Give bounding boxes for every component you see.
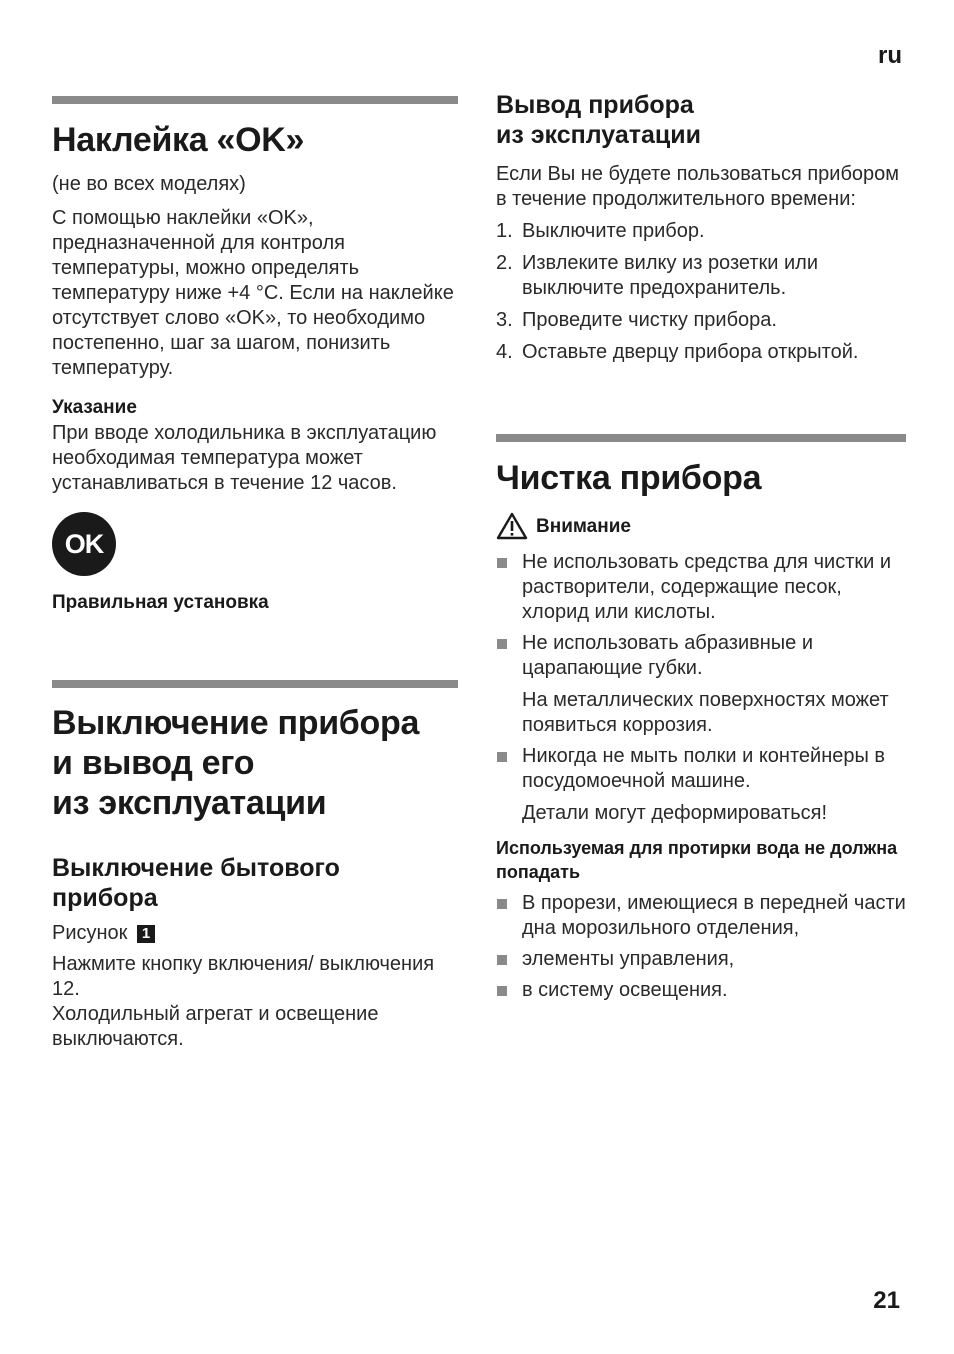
water-item [496,891,906,941]
note-heading: Указание [52,397,137,418]
figure-number-badge: 1 [137,925,155,943]
bullet-square-icon [497,752,507,762]
bullet-square-icon [497,558,507,568]
warning-label: Внимание [536,515,631,537]
subtitle-line: прибора [52,884,158,912]
bullet-square-icon [497,955,507,965]
figure-reference [52,921,458,946]
title-line: и вывод его [52,744,255,782]
warning-note: На металлических поверхностях может появиться коррозия. [522,689,889,736]
water-item [496,947,906,972]
step-text: Выключите прибор. [522,220,705,242]
decommission-section [496,90,906,372]
step-number: 4. [496,341,513,363]
decommission-steps [496,219,906,365]
section-divider [496,434,906,442]
badge-caption: Правильная установка [52,592,269,613]
ok-label-section [52,96,458,615]
models-note: (не во всех моделях) [52,173,246,195]
subsection-title [496,90,906,150]
step-number: 1. [496,220,513,242]
warning-text: Не использовать средства для чистки и растворители, содержащие песок, хлорид или кислоты. [522,551,892,623]
warning-text: Никогда не мыть полки и контейнеры в посудомоечной машине. [522,745,886,792]
decommission-intro: Если Вы не будете пользоваться прибором в течение продолжительного времени: [496,163,900,210]
title-line: из эксплуатации [52,784,327,822]
ok-description: С помощью наклейки «OK», предназначенной для контроля температуры, можно определять температуру ниже +4 °C. Если на наклейке отсутствует слово «OK», то необходимо постепенно, шаг за шагом, понизить температуру. [52,207,454,379]
section-divider [52,680,458,688]
subtitle-line: из эксплуатации [496,121,702,149]
warning-list [496,550,906,826]
shutdown-section [52,680,458,1052]
step-item [496,308,906,333]
language-code: ru [878,42,902,69]
warning-heading [496,512,906,540]
warning-note: Детали могут деформироваться! [522,802,828,824]
warning-triangle-icon [496,512,528,540]
cleaning-section [496,434,906,1009]
step-text: Проведите чистку прибора. [522,309,777,331]
water-item [496,978,906,1003]
bullet-square-icon [497,986,507,996]
section-title [52,703,458,823]
ok-badge-text: OK [64,528,104,559]
subtitle-line: Вывод прибора [496,91,694,119]
step-text: Оставьте дверцу прибора открытой. [522,341,859,363]
figure-label: Рисунок [52,922,128,944]
shutdown-instruction: Нажмите кнопку включения/ выключения 12. [52,953,435,1000]
step-item [496,219,906,244]
bullet-square-icon [497,899,507,909]
water-item-text: элементы управления, [522,948,735,970]
section-title: Наклейка «OK» [52,121,305,159]
section-title: Чистка прибора [496,459,762,497]
step-number: 3. [496,309,513,331]
title-line: Выключение прибора [52,704,420,742]
bullet-square-icon [497,639,507,649]
section-divider [52,96,458,104]
water-item-text: В прорези, имеющиеся в передней части дна морозильного отделения, [522,892,906,939]
ok-badge-icon [52,512,116,576]
step-text: Извлеките вилку из розетки или выключите предохранитель. [522,252,819,299]
subsection-title [52,853,458,913]
warning-text: Не использовать абразивные и царапающие губки. [522,632,814,679]
step-number: 2. [496,252,513,274]
warning-item [496,744,906,826]
step-item [496,251,906,301]
note-text: При вводе холодильника в эксплуатацию необходимая температура может устанавливаться в течение 12 часов. [52,422,437,494]
water-heading: Используемая для протирки вода не должна попадать [496,838,898,882]
water-item-text: в систему освещения. [522,979,728,1001]
warning-item [496,631,906,738]
warning-item [496,550,906,625]
page-number: 21 [873,1287,900,1314]
step-item [496,340,906,365]
shutdown-result: Холодильный агрегат и освещение выключаются. [52,1003,379,1050]
water-list [496,891,906,1003]
subtitle-line: Выключение бытового [52,854,340,882]
